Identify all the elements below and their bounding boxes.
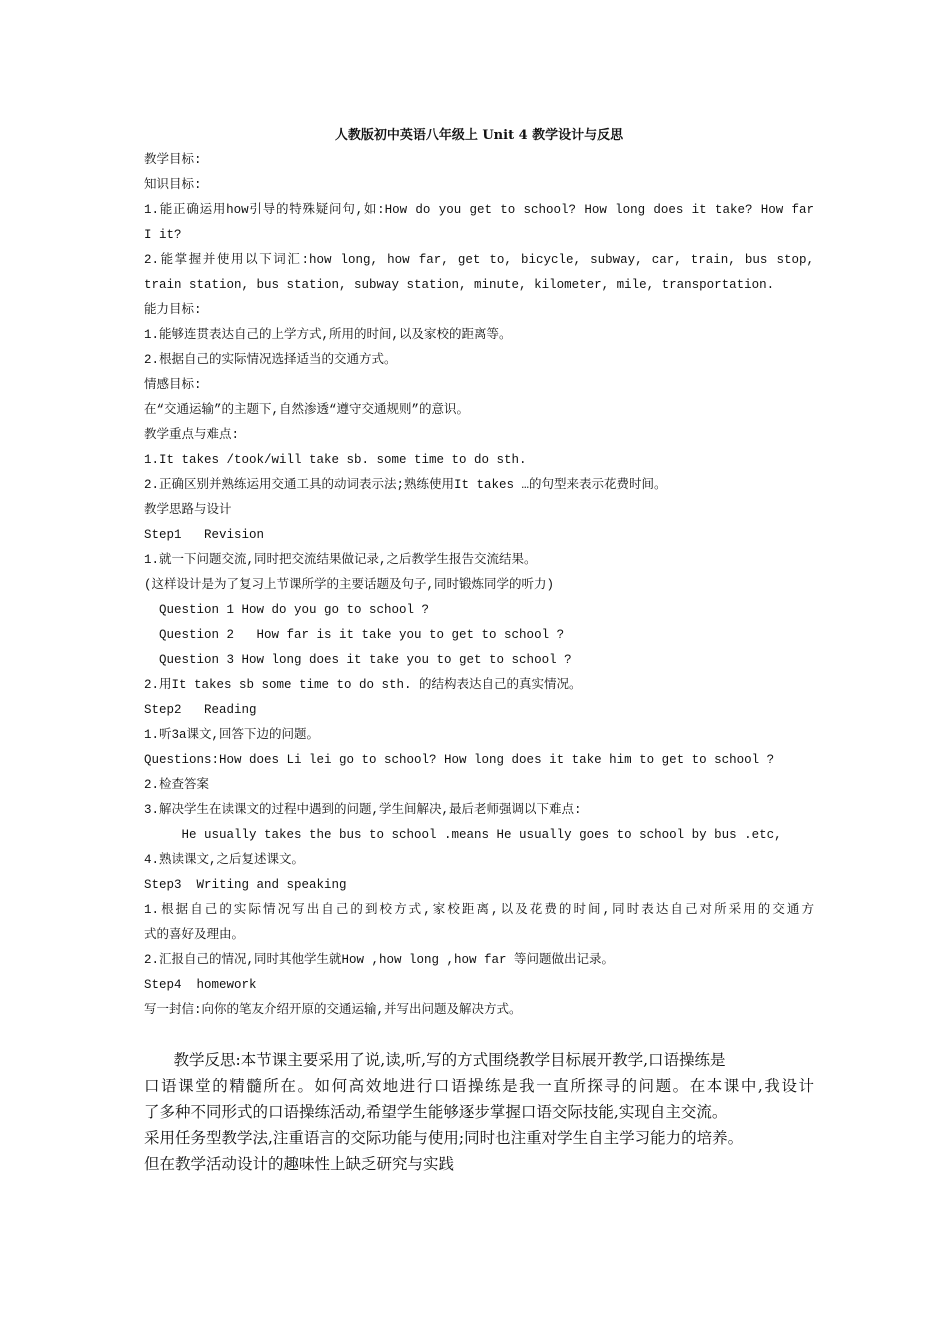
body-line: 2.汇报自己的情况,同时其他学生就How ,how long ,how far 等问题做出记录。 — [144, 953, 615, 967]
body-line: 2.正确区别并熟练运用交通工具的动词表示法;熟练使用It takes …的句型来表示花费时间。 — [144, 478, 667, 492]
body-line: 教学目标: — [144, 153, 202, 167]
body-line: (这样设计是为了复习上节课所学的主要话题及句子,同时锻炼同学的听力) — [144, 578, 555, 592]
reflection-line: 口语课堂的精髓所在。如何高效地进行口语操练是我一直所探寻的问题。在本课中,我设计 — [144, 1077, 814, 1095]
body-line: Question 3 How long does it take you to get to school ? — [144, 653, 572, 667]
reflection-line: 但在教学活动设计的趣味性上缺乏研究与实践 — [144, 1155, 455, 1173]
body-line: 知识目标: — [144, 178, 202, 192]
body-line: Step2 Reading — [144, 703, 257, 717]
document-page — [144, 120, 814, 1177]
body-line: 式的喜好及理由。 — [144, 928, 245, 942]
body-line: Question 1 How do you go to school ? — [144, 603, 430, 617]
body-line: 教学思路与设计 — [144, 503, 232, 517]
body-line: Step3 Writing and speaking — [144, 878, 347, 892]
body-line: 1.It takes /took/will take sb. some time to do sth. — [144, 453, 527, 467]
body-line: 3.解决学生在读课文的过程中遇到的问题,学生间解决,最后老师强调以下难点: — [144, 803, 582, 817]
body-line: Questions:How does Li lei go to school? How long does it take him to get to school ? — [144, 753, 775, 767]
reflection-line: 采用任务型教学法,注重语言的交际功能与使用;同时也注重对学生自主学习能力的培养。 — [144, 1129, 744, 1147]
body-line: train station, bus station, subway station, minute, kilometer, mile, transportation. — [144, 278, 775, 292]
lesson-plan-body — [144, 148, 814, 1023]
body-line: 1.听3a课文,回答下边的问题。 — [144, 728, 320, 742]
reflection-line: 了多种不同形式的口语操练活动,希望学生能够逐步掌握口语交际技能,实现自主交流。 — [144, 1103, 728, 1121]
reflection-line: 教学反思:本节课主要采用了说,读,听,写的方式围绕教学目标展开教学,口语操练是 — [144, 1051, 726, 1069]
body-line: 写一封信:向你的笔友介绍开原的交通运输,并写出问题及解决方式。 — [144, 1003, 522, 1017]
body-line: 2.检查答案 — [144, 778, 210, 792]
body-line: I it? — [144, 228, 182, 242]
body-line: 教学重点与难点: — [144, 428, 240, 442]
body-line: 1.能够连贯表达自己的上学方式,所用的时间,以及家校的距离等。 — [144, 328, 512, 342]
document-title: 人教版初中英语八年级上 Unit 4 教学设计与反思 — [334, 128, 624, 143]
teaching-reflection — [144, 1047, 814, 1177]
body-line: 2.能掌握并使用以下词汇:how long, how far, get to, bicycle, subway, car, train, bus stop, — [144, 253, 814, 267]
body-line: 情感目标: — [144, 378, 202, 392]
body-line: 1.根据自己的实际情况写出自己的到校方式,家校距离,以及花费的时间,同时表达自己对所采用的交通方 — [144, 903, 814, 917]
body-line: 2.根据自己的实际情况选择适当的交通方式。 — [144, 353, 397, 367]
body-line: 1.能正确运用how引导的特殊疑问句,如:How do you get to school? How long does it take? How far — [144, 203, 814, 217]
body-line: 在“交通运输”的主题下,自然渗透“遵守交通规则”的意识。 — [144, 403, 470, 417]
body-line: Step1 Revision — [144, 528, 265, 542]
body-line: He usually takes the bus to school .means He usually goes to school by bus .etc, — [144, 828, 782, 842]
body-line: 能力目标: — [144, 303, 202, 317]
body-line: 1.就一下问题交流,同时把交流结果做记录,之后教学生报告交流结果。 — [144, 553, 537, 567]
body-line: Step4 homework — [144, 978, 257, 992]
body-line: 4.熟读课文,之后复述课文。 — [144, 853, 305, 867]
body-line: Question 2 How far is it take you to get to school ? — [144, 628, 565, 642]
body-line: 2.用It takes sb some time to do sth. 的结构表达自己的真实情况。 — [144, 678, 582, 692]
